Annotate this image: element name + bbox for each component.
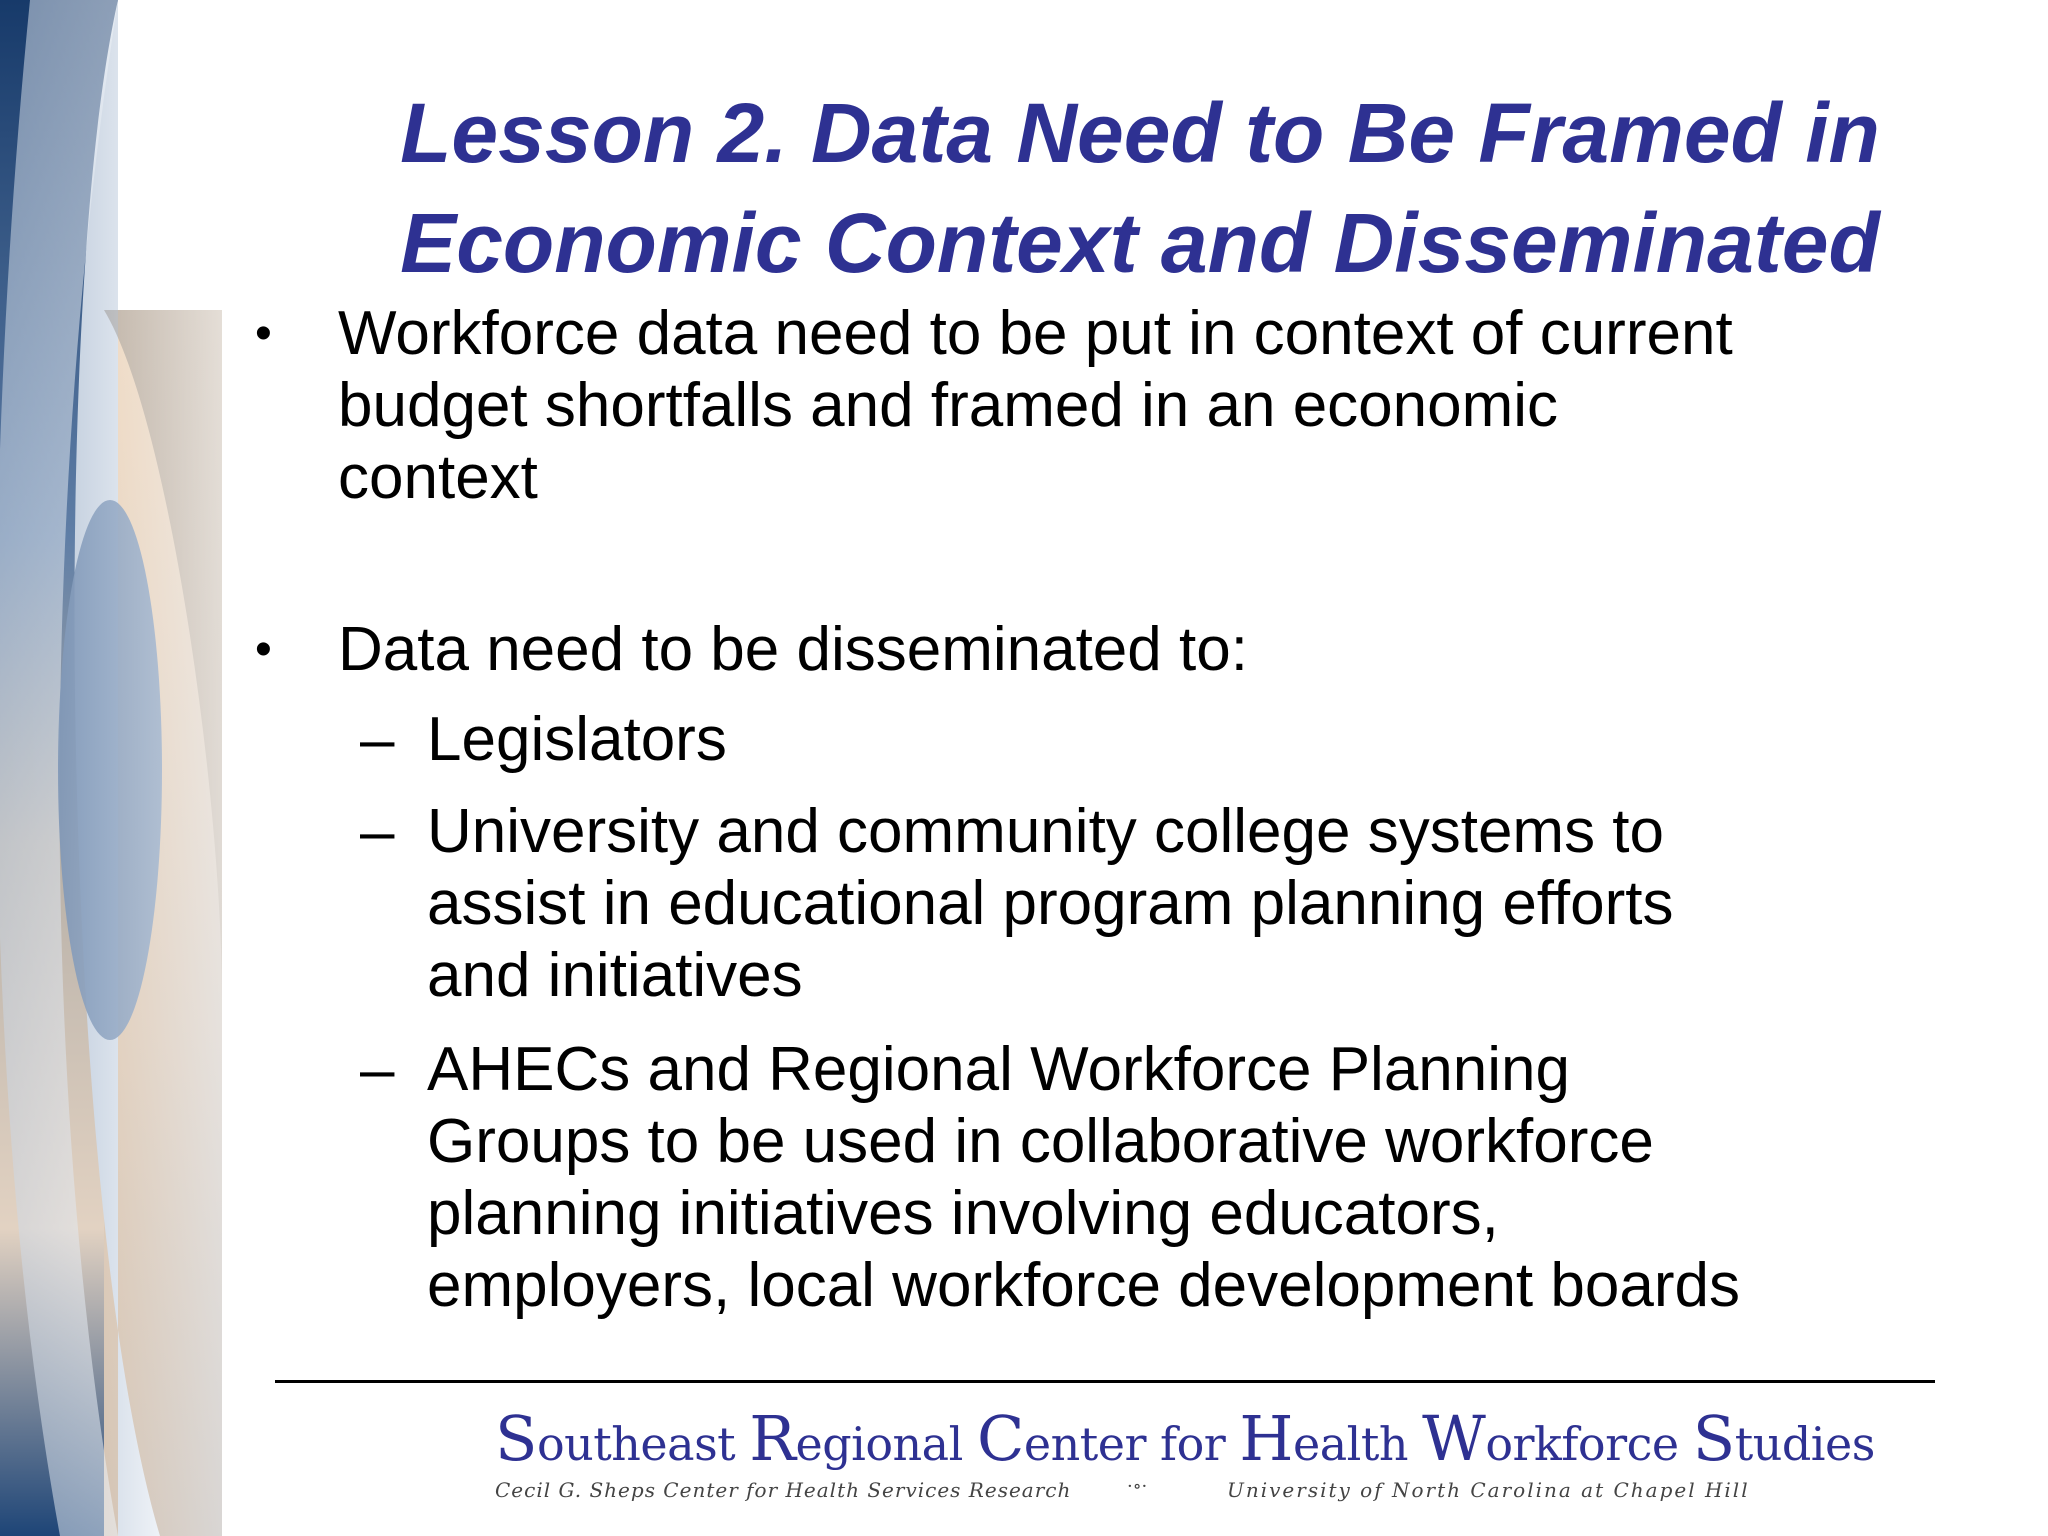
sub-bullet-text-line: AHECs and Regional Workforce Planning bbox=[427, 1035, 1571, 1104]
bullet-text-line: context bbox=[338, 443, 538, 512]
sub-bullet-text-line: Legislators bbox=[427, 705, 727, 774]
footer-word: Studies bbox=[1692, 1402, 1875, 1475]
slide-title-line: Lesson 2. Data Need to Be Framed in bbox=[400, 86, 1880, 180]
sub-bullet-text-line: and initiatives bbox=[427, 941, 803, 1010]
slide-title bbox=[270, 78, 2010, 298]
sub-bullet-text-line: employers, local workforce development boards bbox=[427, 1251, 1740, 1320]
footer-subtitle-left: Cecil G. Sheps Center for Health Services Research bbox=[495, 1478, 1072, 1502]
footer-separator-ornament: ·∘· bbox=[1127, 1476, 1148, 1497]
footer-word: Southeast bbox=[495, 1402, 736, 1475]
sub-bullet-marker: – bbox=[360, 705, 395, 774]
sub-bullet-marker: – bbox=[360, 797, 395, 866]
sub-bullet-text-line: assist in educational program planning efforts bbox=[427, 869, 1674, 938]
decorative-swoosh-graphic bbox=[0, 0, 240, 1536]
footer-divider bbox=[275, 1380, 1935, 1383]
bullet-text-line: Workforce data need to be put in context of current bbox=[338, 299, 1733, 368]
bullet-text bbox=[338, 614, 1958, 686]
footer-word: Health bbox=[1239, 1402, 1408, 1475]
footer-word: Center for bbox=[976, 1402, 1226, 1475]
footer-word: Workforce bbox=[1422, 1402, 1679, 1475]
sub-bullet-text bbox=[427, 1034, 1957, 1322]
footer-subtitle-right: University of North Carolina at Chapel Hill bbox=[1227, 1478, 1750, 1502]
sub-bullet-text bbox=[427, 704, 1957, 776]
footer-word: Regional bbox=[749, 1402, 963, 1475]
sub-bullet-marker: – bbox=[360, 1035, 395, 1104]
slide-title-line: Economic Context and Disseminated bbox=[400, 196, 1880, 290]
bullet-text-line: budget shortfalls and framed in an economic bbox=[338, 371, 1559, 440]
sub-bullet-text-line: University and community college systems to bbox=[427, 797, 1665, 866]
sub-bullet-text bbox=[427, 796, 1957, 1012]
footer-logo bbox=[495, 1392, 1875, 1532]
sub-bullet-text-line: planning initiatives involving educators, bbox=[427, 1179, 1499, 1248]
footer-organization-name bbox=[495, 1402, 1875, 1475]
bullet-marker: • bbox=[255, 623, 272, 676]
sub-bullet-text-line: Groups to be used in collaborative workforce bbox=[427, 1107, 1654, 1176]
bullet-text-line: Data need to be disseminated to: bbox=[338, 615, 1248, 684]
bullet-marker: • bbox=[255, 307, 272, 360]
bullet-text bbox=[338, 298, 1958, 514]
